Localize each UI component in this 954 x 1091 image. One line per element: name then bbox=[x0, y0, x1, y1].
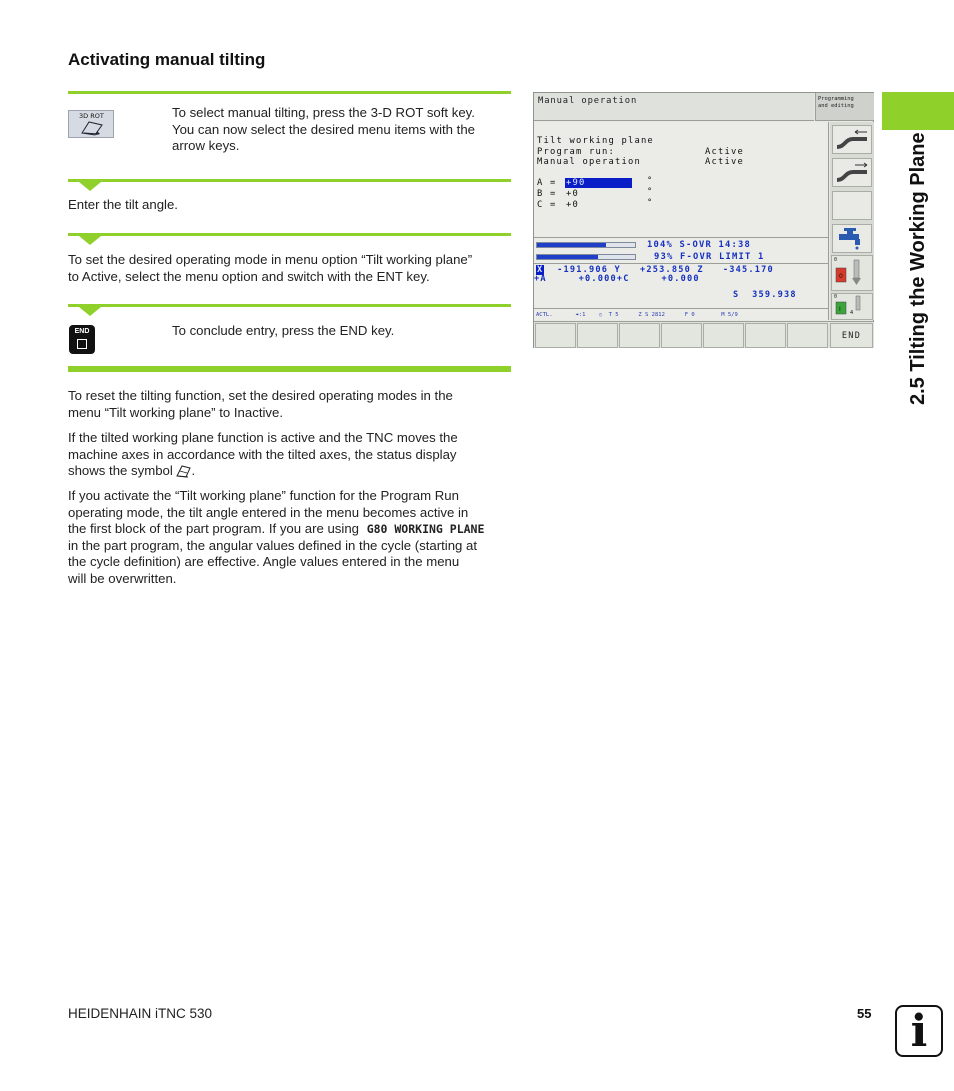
step4-text: To conclude entry, press the END key. bbox=[172, 323, 395, 338]
tnc-screen bbox=[533, 92, 874, 348]
b-value[interactable]: +0 bbox=[566, 189, 579, 199]
step-arrow-3 bbox=[79, 236, 101, 245]
a-label: A = bbox=[537, 178, 557, 188]
svg-text:0: 0 bbox=[839, 273, 843, 280]
end-key-square-icon bbox=[77, 339, 87, 349]
bottom-status-separator bbox=[534, 308, 829, 309]
p2-line2: machine axes in accordance with the tilted axes, the status display bbox=[68, 446, 457, 462]
s-ovr-text: 104% S-OVR 14:38 bbox=[647, 240, 751, 250]
spindle-stop-icon bbox=[832, 256, 872, 290]
p1-line1: To reset the tilting function, set the desired operating modes in the bbox=[68, 388, 453, 403]
p3-line5: the cycle definition) are effective. Angle values entered in the menu bbox=[68, 554, 460, 569]
spindle-stop-panel[interactable] bbox=[831, 255, 873, 291]
divider-step2 bbox=[68, 179, 511, 182]
program-run-label: Program run: bbox=[537, 147, 615, 157]
p3-line1: If you activate the “Tilt working plane” function for the Program Run bbox=[68, 488, 459, 503]
info-icon bbox=[895, 1005, 943, 1057]
c-label: C = bbox=[537, 200, 557, 210]
programming-label-1: Programming bbox=[818, 96, 854, 102]
divider-top bbox=[68, 91, 511, 94]
a-value-field[interactable] bbox=[565, 178, 632, 188]
p2-line1: If the tilted working plane function is active and the TNC moves the bbox=[68, 430, 458, 445]
info-letter: i bbox=[910, 1006, 928, 1057]
step3-text bbox=[68, 252, 513, 285]
coolant-softkey[interactable] bbox=[832, 224, 872, 253]
softkey-6[interactable] bbox=[745, 323, 786, 348]
svg-text:4: 4 bbox=[850, 310, 854, 316]
tilt-back-softkey[interactable] bbox=[832, 125, 872, 154]
chapter-side-title: 2.5 Tilting the Working Plane bbox=[907, 132, 929, 405]
p3-line3-wrap bbox=[68, 521, 513, 538]
p1-line2: menu “Tilt working plane” to Inactive. bbox=[68, 404, 283, 420]
spindle-readout: S 359.938 bbox=[733, 290, 797, 300]
a-deg: ° bbox=[647, 176, 654, 186]
programming-mode-button[interactable] bbox=[815, 93, 874, 121]
tilt-arrow-left-icon bbox=[833, 126, 871, 153]
status-line: ACTL. ⌖:1 ▯ T 5 Z S 2812 F 0 M 5/9 bbox=[536, 312, 738, 318]
c-value[interactable]: +0 bbox=[566, 200, 579, 210]
step3-line2: to Active, select the menu option and switch with the ENT key. bbox=[68, 268, 430, 284]
screen-title: Manual operation bbox=[538, 96, 638, 106]
divider-bottom bbox=[68, 366, 511, 372]
step2-text: Enter the tilt angle. bbox=[68, 197, 178, 212]
step1-line1: To select manual tilting, press the 3-D ROT soft key. bbox=[172, 105, 475, 120]
menu-title: Tilt working plane bbox=[537, 136, 654, 146]
softkey-2[interactable] bbox=[577, 323, 618, 348]
3d-rot-softkey[interactable] bbox=[68, 110, 114, 138]
a-value: +90 bbox=[566, 178, 586, 188]
manual-value[interactable]: Active bbox=[705, 157, 744, 167]
tilt-forward-softkey[interactable] bbox=[832, 158, 872, 187]
softkey-5[interactable] bbox=[703, 323, 744, 348]
b-deg: ° bbox=[647, 187, 654, 197]
side-softkeys bbox=[830, 122, 874, 320]
p2-line3-wrap bbox=[68, 463, 513, 480]
pos-row-1-values: -191.906 Y +253.850 Z -345.170 bbox=[544, 265, 774, 275]
p3-line2: operating mode, the tilt angle entered in the menu becomes active in bbox=[68, 504, 469, 520]
step-arrow-4 bbox=[79, 307, 101, 316]
manual-label: Manual operation bbox=[537, 157, 641, 167]
s-ovr-fill bbox=[537, 243, 606, 247]
spindle-start-count: 0 bbox=[834, 294, 838, 300]
paragraph-program-run bbox=[68, 488, 513, 587]
f-ovr-fill bbox=[537, 255, 598, 259]
softkey-1[interactable] bbox=[535, 323, 576, 348]
spindle-stop-count: 0 bbox=[834, 257, 838, 263]
status-separator bbox=[534, 237, 829, 238]
c-deg: ° bbox=[647, 198, 654, 208]
s-ovr-bar bbox=[536, 242, 636, 248]
position-separator bbox=[534, 263, 829, 264]
coolant-tap-icon bbox=[833, 225, 871, 252]
softkey-row bbox=[534, 321, 874, 348]
f-ovr-text: 93% F-OVR LIMIT 1 bbox=[654, 252, 765, 262]
footer-product: HEIDENHAIN iTNC 530 bbox=[68, 1006, 213, 1021]
step1-line3: arrow keys. bbox=[172, 138, 240, 153]
tilt-plane-icon bbox=[81, 120, 103, 136]
end-key[interactable] bbox=[69, 325, 95, 354]
pos-row-2: +A +0.000+C +0.000 bbox=[534, 274, 700, 284]
step1-line2: You can now select the desired menu items with the bbox=[172, 121, 475, 137]
softkey-7[interactable] bbox=[787, 323, 828, 348]
3d-rot-key-label: 3D ROT bbox=[79, 112, 104, 120]
p3-line3: the first block of the part program. If you are using bbox=[68, 521, 360, 536]
page-number: 55 bbox=[857, 1006, 872, 1021]
divider-step4 bbox=[68, 304, 511, 307]
svg-text:I: I bbox=[839, 306, 841, 313]
p3-line6: will be overwritten. bbox=[68, 570, 177, 586]
program-run-value[interactable]: Active bbox=[705, 147, 744, 157]
step1-text bbox=[172, 105, 512, 155]
step3-line1: To set the desired operating mode in menu option “Tilt working plane” bbox=[68, 252, 473, 267]
screen-title-bar bbox=[534, 93, 814, 121]
softkey-3[interactable] bbox=[619, 323, 660, 348]
spindle-start-panel[interactable] bbox=[831, 293, 873, 320]
end-softkey[interactable]: END bbox=[830, 323, 873, 348]
tilt-arrow-right-icon bbox=[833, 159, 871, 186]
p3-code: G80 WORKING PLANE bbox=[366, 522, 485, 536]
p2-period: . bbox=[191, 463, 196, 478]
softkey-4[interactable] bbox=[661, 323, 702, 348]
p3-line4: in the part program, the angular values defined in the cycle (starting at bbox=[68, 537, 478, 553]
screen-main-area bbox=[534, 122, 829, 320]
step-arrow-2 bbox=[79, 182, 101, 191]
paragraph-status bbox=[68, 430, 513, 480]
tilt-symbol-icon bbox=[176, 464, 191, 478]
pos-x-axis: X bbox=[537, 265, 544, 275]
section-heading: Activating manual tilting bbox=[68, 50, 266, 69]
spindle-start-icon bbox=[832, 294, 872, 320]
b-label: B = bbox=[537, 189, 557, 199]
f-ovr-bar bbox=[536, 254, 636, 260]
divider-step3 bbox=[68, 233, 511, 236]
end-key-label: END bbox=[74, 328, 90, 335]
p2-line3: shows the symbol bbox=[68, 463, 173, 478]
empty-side-softkey[interactable] bbox=[832, 191, 872, 220]
chapter-tab bbox=[882, 92, 954, 130]
programming-label-2: and editing bbox=[818, 103, 854, 109]
paragraph-reset bbox=[68, 388, 513, 421]
